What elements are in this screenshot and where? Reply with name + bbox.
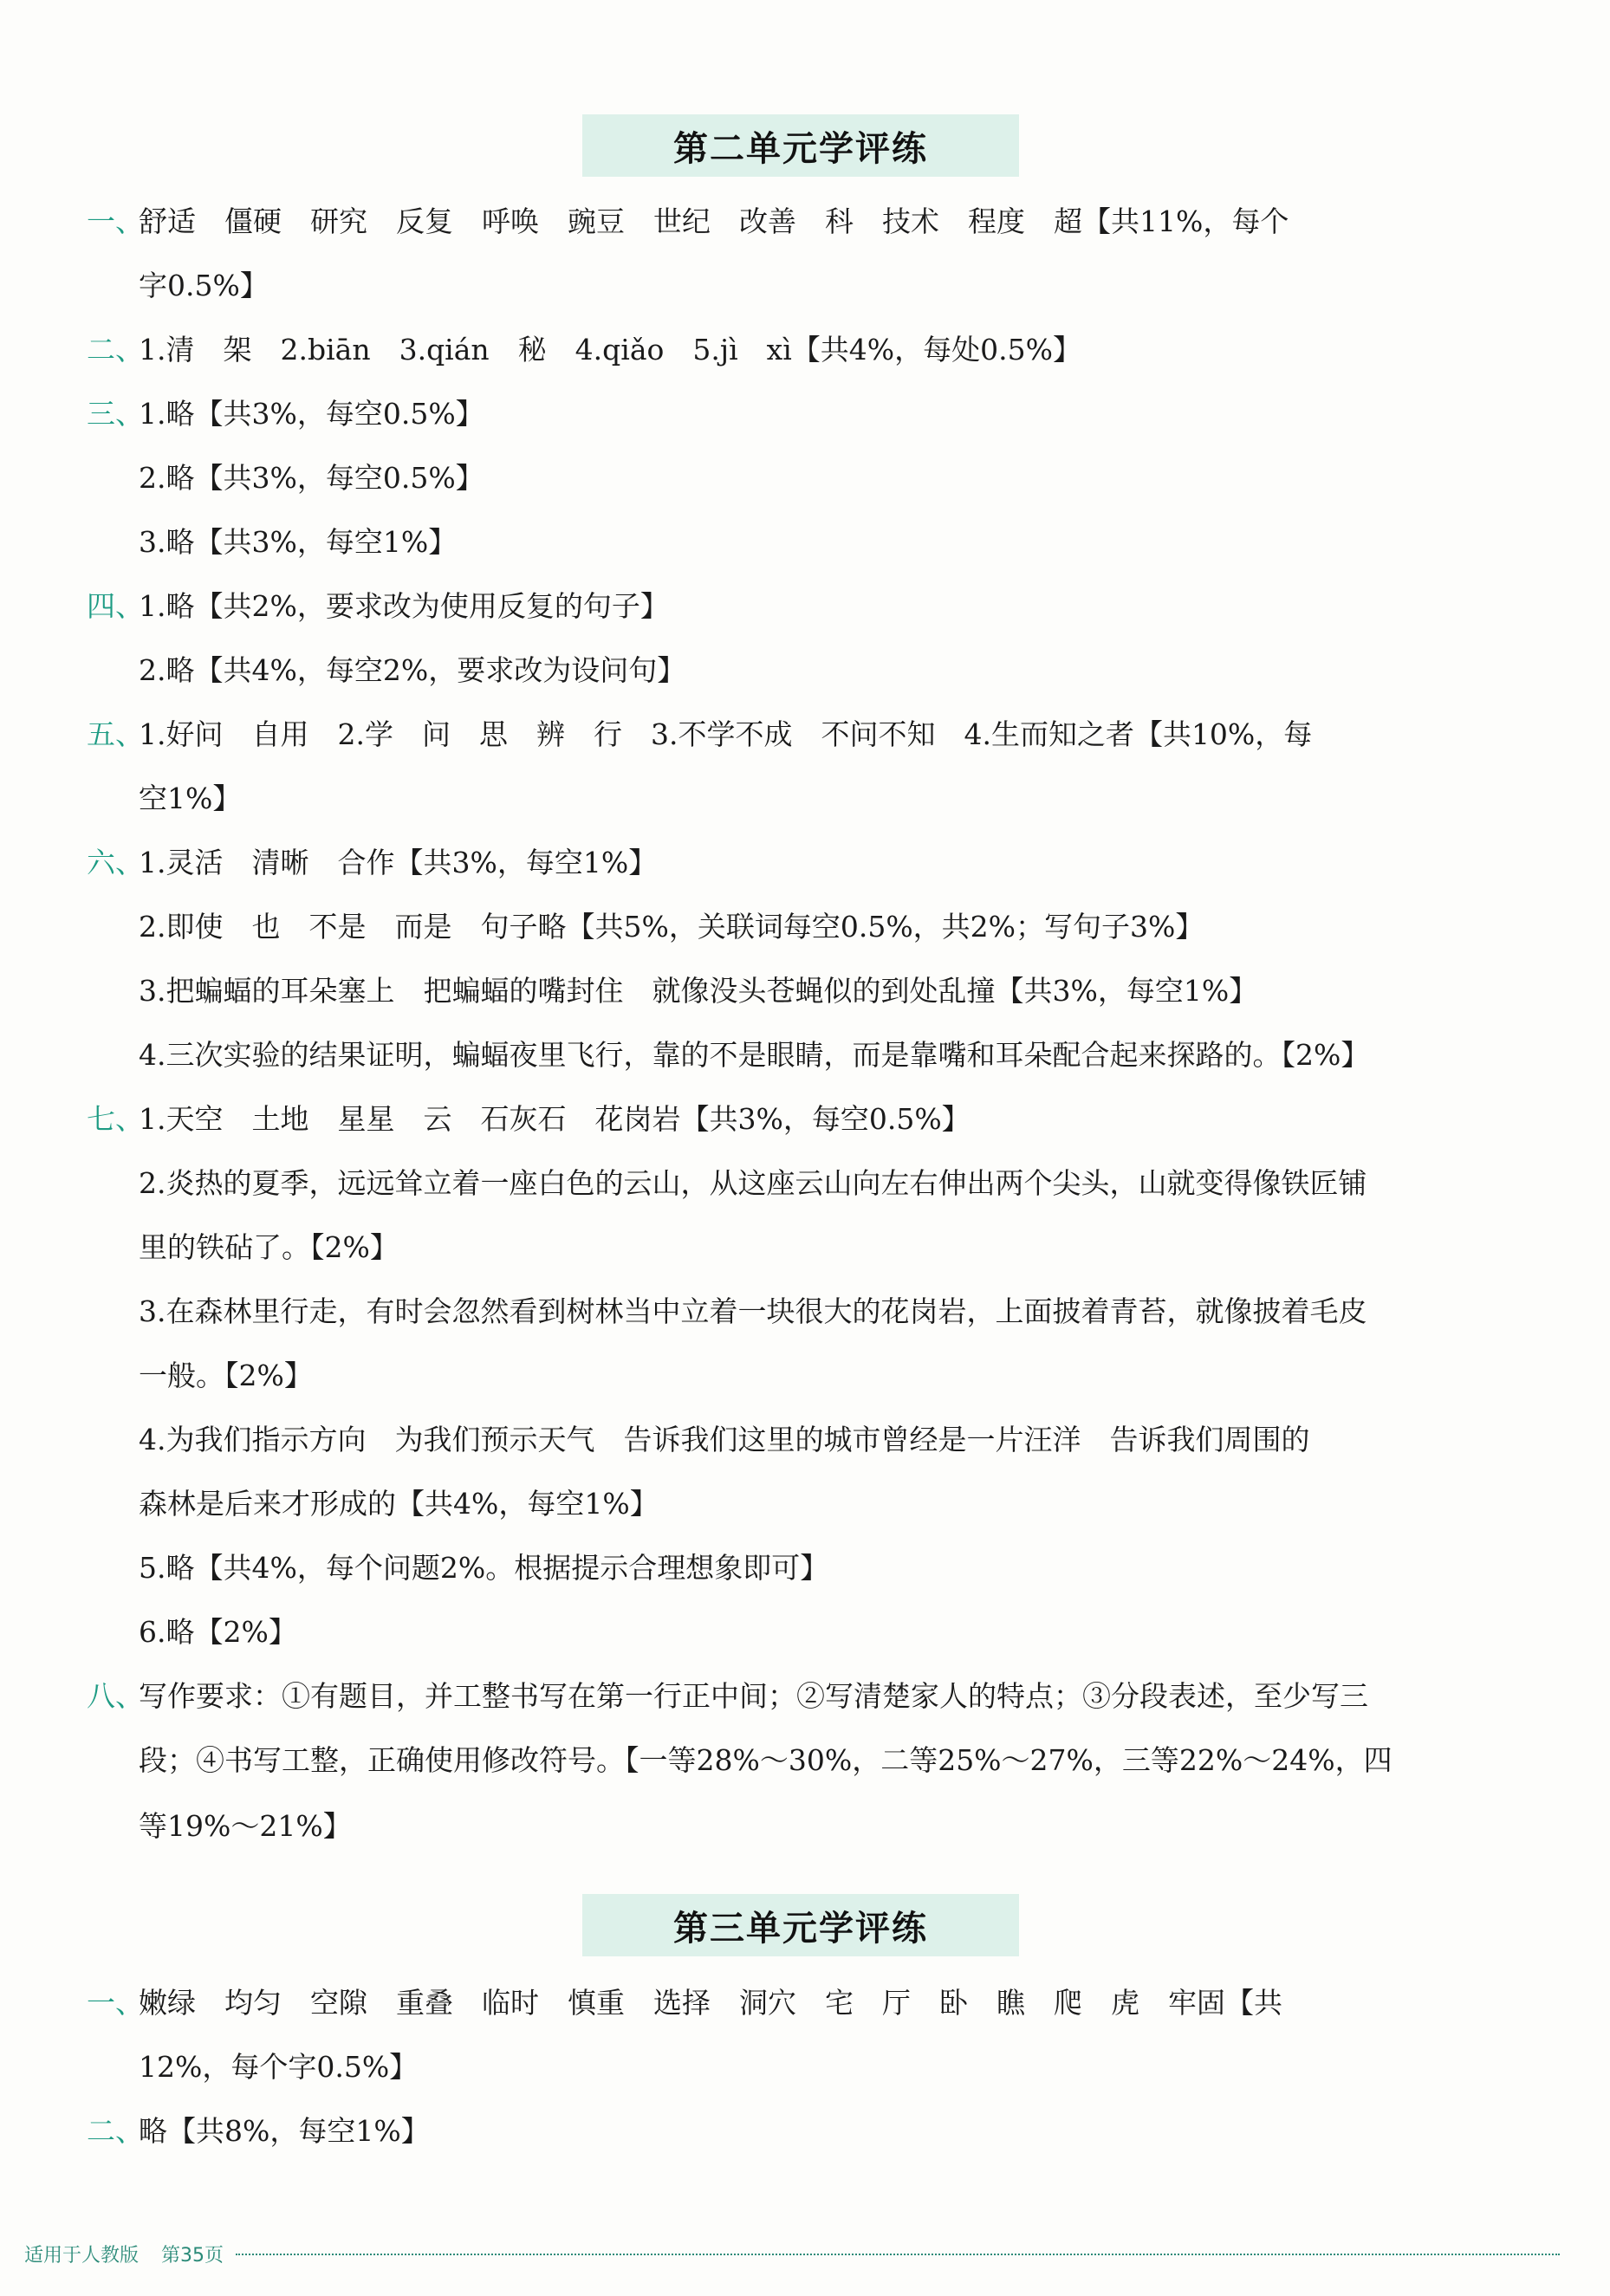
answer-line xyxy=(87,1293,1577,1331)
answer-line xyxy=(87,331,1525,369)
answer-text: 3.略【共3%，每空1%】 xyxy=(139,525,458,559)
answer-line xyxy=(87,2112,1525,2150)
answer-line xyxy=(87,1613,1577,1651)
answer-line xyxy=(87,1229,1577,1267)
answer-text: 段；④书写工整，正确使用修改符号。【一等28%～30%，二等25%～27%，三等22%～24%，四 xyxy=(139,1743,1393,1777)
answer-line xyxy=(87,1485,1577,1523)
question-number: 五、 xyxy=(87,717,144,751)
answer-text: 舒适 僵硬 研究 反复 呼唤 豌豆 世纪 改善 科 技术 程度 超【共11%，每个 xyxy=(139,204,1289,238)
answer-text: 空1%】 xyxy=(139,782,242,815)
answer-line xyxy=(87,1741,1577,1780)
answer-text: 1.略【共3%，每空0.5%】 xyxy=(139,397,484,431)
answer-line xyxy=(87,652,1577,690)
answer-line xyxy=(87,395,1525,433)
question-number: 三、 xyxy=(87,397,144,431)
answer-text: 3.在森林里行走，有时会忽然看到树林当中立着一块很大的花岗岩，上面披着青苔，就像披着毛皮 xyxy=(139,1294,1367,1328)
answer-text: 12%，每个字0.5%】 xyxy=(139,2050,419,2084)
answer-line xyxy=(87,1100,1525,1138)
answer-text: 6.略【2%】 xyxy=(139,1615,297,1649)
answer-text: 写作要求：①有题目，并工整书写在第一行正中间；②写清楚家人的特点；③分段表述，至少写三 xyxy=(139,1679,1368,1713)
unit2-title: 第二单元学评练 xyxy=(582,114,1019,177)
answer-line xyxy=(87,844,1525,882)
answer-line xyxy=(87,716,1525,754)
answer-line xyxy=(87,267,1577,305)
answer-text: 2.即使 也 不是 而是 句子略【共5%，关联词每空0.5%，共2%；写句子3%】 xyxy=(139,910,1204,944)
answer-line xyxy=(87,587,1525,626)
question-number: 八、 xyxy=(87,1679,144,1713)
answer-line xyxy=(87,1357,1577,1395)
answer-text: 森林是后来才形成的【共4%，每空1%】 xyxy=(139,1487,659,1521)
edition-label: 适用于人教版 xyxy=(24,2245,140,2267)
answer-line xyxy=(87,908,1577,946)
answer-text: 2.炎热的夏季，远远耸立着一座白色的云山，从这座云山向左右伸出两个尖头，山就变得像铁匠铺 xyxy=(139,1166,1367,1200)
answer-text: 里的铁砧了。【2%】 xyxy=(139,1230,399,1264)
answer-text: 1.灵活 清晰 合作【共3%，每空1%】 xyxy=(139,846,658,879)
answer-line xyxy=(87,1677,1525,1716)
page-number: 第35页 xyxy=(161,2245,224,2267)
question-number: 一、 xyxy=(87,204,144,238)
unit3-title: 第三单元学评练 xyxy=(582,1894,1019,1956)
answer-line xyxy=(87,1036,1577,1074)
answer-line xyxy=(87,2048,1577,2086)
answer-line xyxy=(87,203,1525,241)
answer-text: 字0.5%】 xyxy=(139,269,269,302)
answer-line xyxy=(87,1421,1577,1459)
answer-line xyxy=(87,459,1577,497)
answer-line xyxy=(87,972,1577,1010)
answer-text: 一般。【2%】 xyxy=(139,1359,313,1392)
page-footer xyxy=(24,2241,1560,2267)
answer-line xyxy=(87,1164,1577,1203)
question-number: 二、 xyxy=(87,2114,144,2148)
question-number: 六、 xyxy=(87,846,144,879)
answer-text: 1.天空 土地 星星 云 石灰石 花岗岩【共3%，每空0.5%】 xyxy=(139,1102,971,1136)
question-number: 二、 xyxy=(87,333,144,366)
answer-text: 3.把蝙蝠的耳朵塞上 把蝙蝠的嘴封住 就像没头苍蝇似的到处乱撞【共3%，每空1%】 xyxy=(139,974,1258,1008)
answer-text: 1.好问 自用 2.学 问 思 辨 行 3.不学不成 不问不知 4.生而知之者【共10%，每 xyxy=(139,717,1313,751)
answer-line xyxy=(87,523,1577,561)
answer-text: 2.略【共4%，每空2%，要求改为设问句】 xyxy=(139,653,686,687)
answer-text: 略【共8%，每空1%】 xyxy=(139,2114,430,2148)
answer-text: 2.略【共3%，每空0.5%】 xyxy=(139,461,484,495)
answer-line xyxy=(87,780,1577,818)
answer-text: 5.略【共4%，每个问题2%。根据提示合理想象即可】 xyxy=(139,1551,829,1585)
question-number: 四、 xyxy=(87,589,144,623)
answer-text: 1.清 架 2.biān 3.qián 秘 4.qiǎo 5.jì xì【共4%，每处0.5%】 xyxy=(139,333,1082,366)
answer-text: 4.三次实验的结果证明，蝙蝠夜里飞行，靠的不是眼睛，而是靠嘴和耳朵配合起来探路的。【2%】 xyxy=(139,1038,1370,1072)
answer-line xyxy=(87,1984,1525,2022)
answer-line xyxy=(87,1549,1577,1587)
answer-text: 4.为我们指示方向 为我们预示天气 告诉我们这里的城市曾经是一片汪洋 告诉我们周围的 xyxy=(139,1423,1310,1456)
footer-dotted-rule xyxy=(236,2254,1560,2255)
question-number: 七、 xyxy=(87,1102,144,1136)
answer-line xyxy=(87,1807,1577,1845)
answer-text: 1.略【共2%，要求改为使用反复的句子】 xyxy=(139,589,669,623)
question-number: 一、 xyxy=(87,1986,144,2020)
answer-text: 嫩绿 均匀 空隙 重叠 临时 慎重 选择 洞穴 宅 厅 卧 瞧 爬 虎 牢固【共 xyxy=(139,1986,1282,2020)
answer-text: 等19%～21%】 xyxy=(139,1809,352,1843)
